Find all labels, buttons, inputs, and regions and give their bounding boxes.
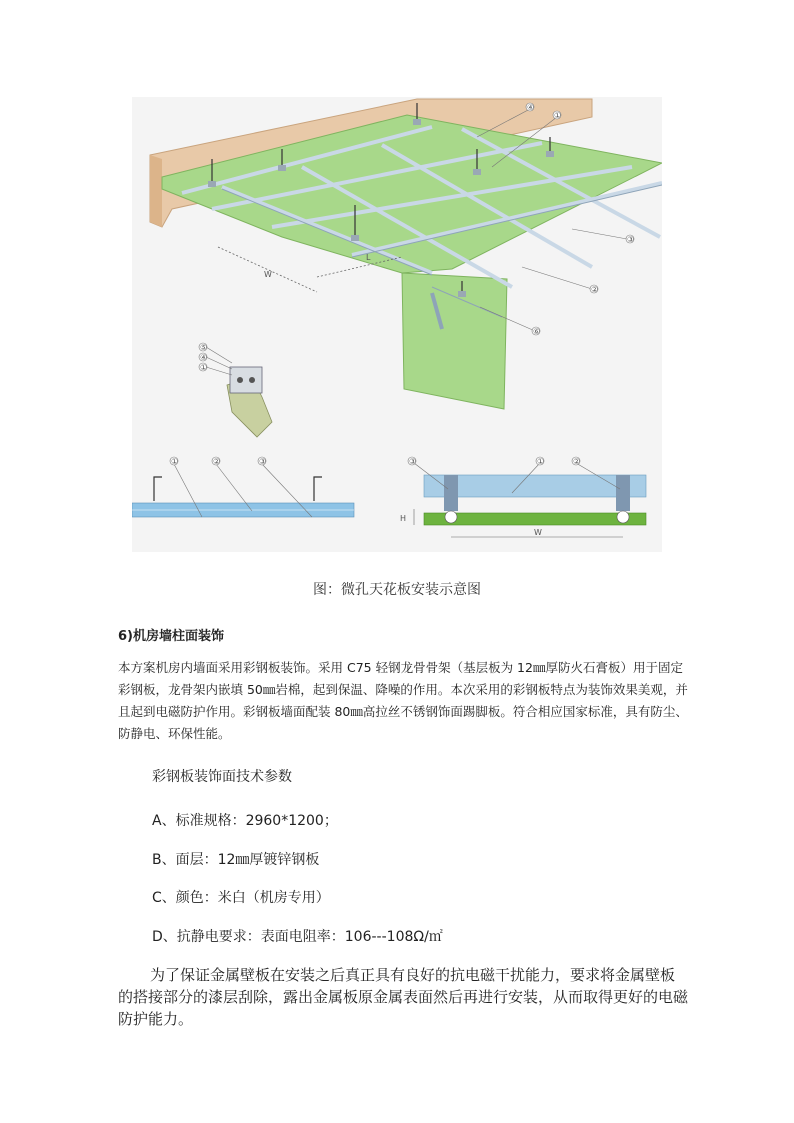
param-item: B、面层：12㎜厚镀锌钢板 [152, 852, 320, 868]
svg-text:②: ② [213, 457, 221, 466]
param-item: C、颜色：米白（机房专用） [152, 890, 330, 906]
section-paragraph: 本方案机房内墙面采用彩钢板装饰。采用 C75 轻钢龙骨骨架（基层板为 12㎜厚防火石膏板）用于固定彩钢板，龙骨架内嵌填 50㎜岩棉，起到保温、降噪的作用。本次采用的彩钢板特点为装饰效果美观，并且起到电磁防护作用。彩钢板墙面配装 80㎜高拉丝不锈钢饰面踢脚板。符合相应国家标准，具有防尘、防静电、环保性能。 [118, 660, 688, 741]
clip-detail [199, 343, 272, 437]
dim-w-label: W [264, 270, 272, 279]
cross-section-right [400, 457, 646, 537]
param-item: A、标准规格：2960*1200； [152, 813, 338, 829]
svg-text:④: ④ [200, 353, 208, 362]
svg-text:①: ① [200, 363, 208, 372]
svg-text:③: ③ [409, 457, 417, 466]
dim-l-label: L [366, 253, 371, 262]
figure-caption: 图：微孔天花板安装示意图 [313, 582, 481, 598]
callout-1: ① [554, 111, 562, 120]
svg-text:②: ② [573, 457, 581, 466]
callout-2: ② [591, 285, 599, 294]
svg-text:③: ③ [259, 457, 267, 466]
callout-3: ③ [627, 235, 635, 244]
dim-h-label: H [400, 514, 407, 523]
callout-4: ④ [527, 103, 535, 112]
param-item: D、抗静电要求：表面电阻率：106---108Ω/㎡ [152, 929, 443, 945]
dim-w-section-label: W [534, 528, 542, 537]
params-title: 彩钢板装饰面技术参数 [152, 769, 292, 785]
section-heading: 6)机房墙柱面装饰 [118, 629, 224, 644]
ceiling-installation-diagram [132, 97, 662, 552]
closing-paragraph: 为了保证金属壁板在安装之后真正具有良好的抗电磁干扰能力，要求将金属壁板的搭接部分的漆层刮除，露出金属板原金属表面然后再进行安装，从而取得更好的电磁防护能力。 [118, 966, 689, 1028]
svg-text:⑤: ⑤ [200, 343, 208, 352]
callout-6: ⑥ [533, 327, 541, 336]
cross-section-left [132, 457, 354, 517]
svg-text:①: ① [537, 457, 545, 466]
svg-text:①: ① [171, 457, 179, 466]
